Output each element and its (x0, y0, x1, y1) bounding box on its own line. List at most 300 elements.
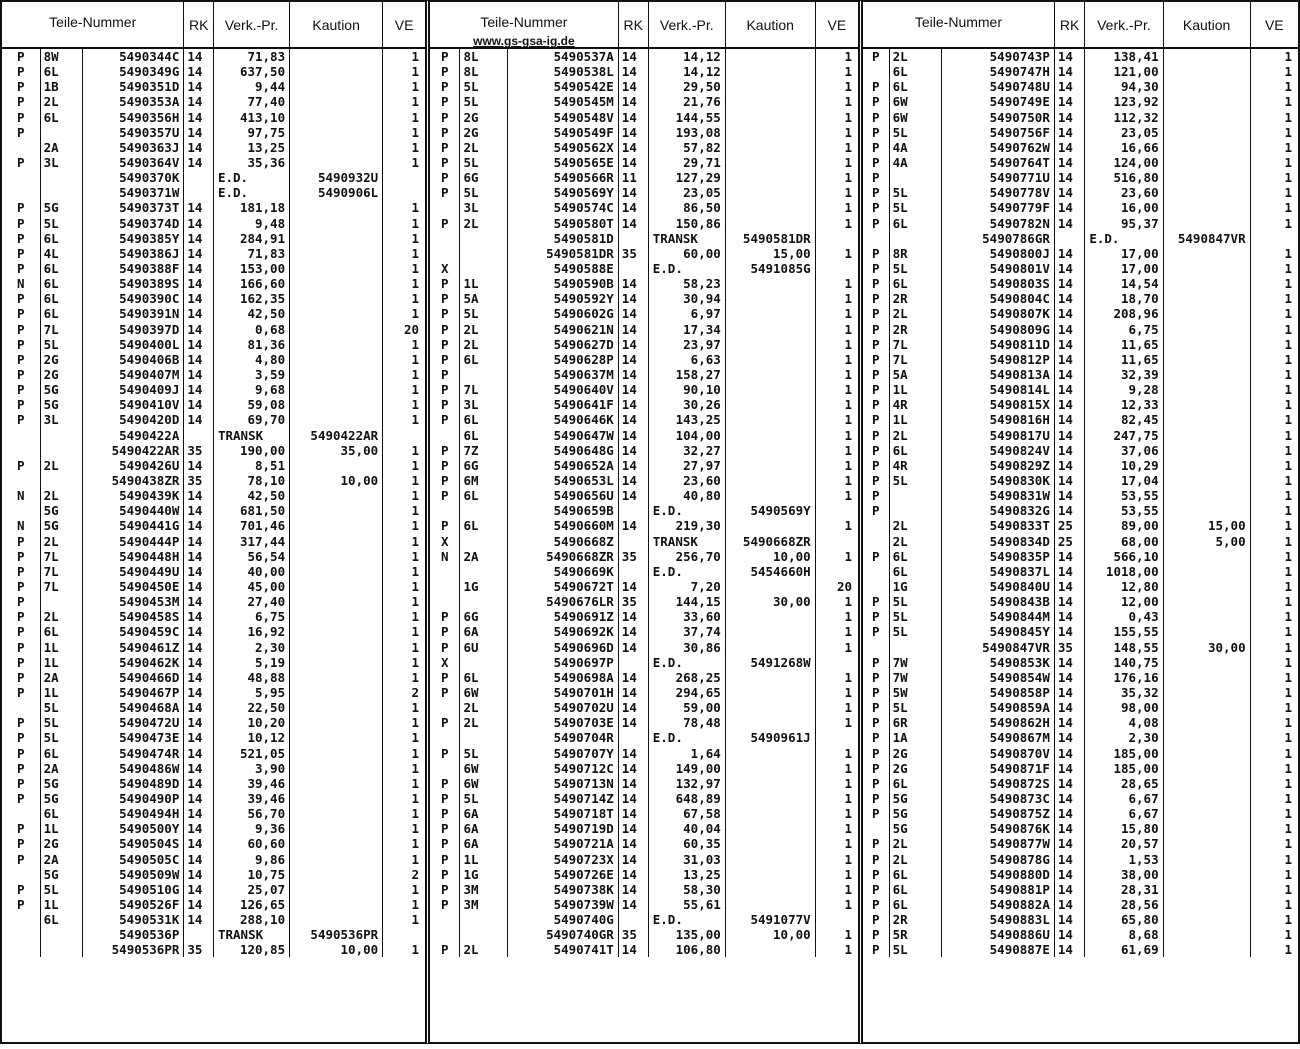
cell-rk: 14 (184, 624, 214, 639)
cell-group: 6A (460, 624, 507, 639)
cell-part-number: 5490641F (507, 397, 618, 412)
table-row (430, 306, 858, 321)
cell-price: 17,04 (1085, 473, 1163, 488)
cell-price: 53,55 (1085, 488, 1163, 503)
cell-group: 2L (40, 534, 82, 549)
cell-flag: P (2, 776, 40, 791)
cell-ve: 1 (1284, 609, 1292, 625)
table-row (863, 473, 1298, 488)
cell-deposit (725, 942, 815, 957)
table-row (2, 927, 425, 942)
cell-part-number: 5490410V (82, 397, 184, 412)
cell-price: 294,65 (648, 685, 725, 700)
cell-price: 5,95 (213, 685, 289, 700)
table-row (863, 715, 1298, 730)
cell-flag: P (2, 670, 40, 685)
cell-price: 144,15 (648, 594, 725, 609)
cell-rk: 14 (618, 276, 648, 291)
cell-deposit (1163, 458, 1250, 473)
cell-ve: 1 (844, 745, 852, 761)
cell-price: 1,64 (648, 745, 725, 760)
cell-flag: P (2, 836, 40, 851)
cell-price: 17,00 (1085, 261, 1163, 276)
cell-part-number: 5490562X (507, 140, 618, 155)
table-row (2, 518, 425, 533)
cell-group (889, 639, 941, 654)
cell-group (40, 443, 82, 458)
cell-rk: 14 (618, 624, 648, 639)
cell-rk: 14 (618, 897, 648, 912)
cell-rk: 25 (1054, 534, 1084, 549)
cell-part-number: 5490878G (941, 851, 1054, 866)
cell-ve: 1 (1284, 155, 1292, 171)
table-row (2, 322, 425, 337)
cell-rk: 14 (1054, 942, 1084, 957)
table-row (2, 655, 425, 670)
cell-rk: 14 (1054, 821, 1084, 836)
cell-group: 6W (889, 110, 941, 125)
cell-flag: P (430, 851, 460, 866)
cell-price: 3,90 (213, 761, 289, 776)
table-row (2, 185, 425, 200)
cell-flag: P (430, 897, 460, 912)
cell-price: 59,00 (648, 700, 725, 715)
cell-part-number: 5490698A (507, 670, 618, 685)
cell-flag: P (2, 261, 40, 276)
cell-price: 5,19 (213, 655, 289, 670)
cell-part-number: 5490549F (507, 125, 618, 140)
cell-rk: 14 (1054, 94, 1084, 109)
cell-ve (815, 261, 858, 276)
cell-rk: 14 (184, 745, 214, 760)
cell-deposit (1163, 306, 1250, 321)
cell-flag: P (2, 79, 40, 94)
cell-flag: P (863, 897, 889, 912)
cell-deposit (1163, 942, 1250, 957)
cell-price: 15,80 (1085, 821, 1163, 836)
cell-deposit (725, 155, 815, 170)
cell-group: 2L (889, 48, 941, 64)
cell-ve: 1 (1284, 730, 1292, 746)
cell-part-number: 5490536PR (82, 942, 184, 957)
cell-price: 0,68 (213, 322, 289, 337)
cell-ve: 1 (844, 367, 852, 383)
cell-flag: P (863, 806, 889, 821)
cell-flag: P (430, 821, 460, 836)
cell-rk: 14 (1054, 276, 1084, 291)
cell-rk: 14 (618, 685, 648, 700)
cell-deposit (725, 700, 815, 715)
cell-rk: 14 (618, 443, 648, 458)
table-row (430, 639, 858, 654)
cell-deposit: 5,00 (1163, 534, 1250, 549)
cell-rk: 14 (618, 867, 648, 882)
cell-price: 566,10 (1085, 549, 1163, 564)
cell-ve: 1 (1284, 912, 1292, 928)
cell-group (40, 185, 82, 200)
cell-ve: 1 (411, 336, 419, 352)
cell-deposit (290, 276, 383, 291)
cell-rk: 14 (1054, 412, 1084, 427)
cell-rk: 14 (184, 639, 214, 654)
cell-part-number: 5490621N (507, 322, 618, 337)
cell-deposit (725, 867, 815, 882)
cell-ve: 1 (411, 367, 419, 383)
table-row (863, 382, 1298, 397)
cell-flag: P (2, 322, 40, 337)
table-row (2, 382, 425, 397)
table-row (863, 564, 1298, 579)
cell-price: 16,92 (213, 624, 289, 639)
cell-deposit (1163, 94, 1250, 109)
cell-price: 81,36 (213, 337, 289, 352)
cell-rk: 14 (184, 685, 214, 700)
cell-group: 6L (460, 428, 507, 443)
cell-deposit (290, 836, 383, 851)
cell-part-number: 5490813A (941, 367, 1054, 382)
cell-part-number: 5490574C (507, 200, 618, 215)
cell-group: 5A (460, 291, 507, 306)
cell-flag: P (2, 655, 40, 670)
cell-ve: 1 (844, 700, 852, 716)
cell-ve: 1 (1284, 715, 1292, 731)
cell-part-number: 5490440W (82, 503, 184, 518)
cell-price: 40,80 (648, 488, 725, 503)
cell-group: 6W (460, 776, 507, 791)
cell-part-number: 5490747H (941, 64, 1054, 79)
cell-ve: 2 (411, 684, 419, 700)
table-row (430, 564, 858, 579)
cell-flag: P (863, 170, 889, 185)
cell-flag: P (430, 443, 460, 458)
cell-rk: 14 (1054, 473, 1084, 488)
table-row (2, 867, 425, 882)
cell-price: 32,39 (1085, 367, 1163, 382)
cell-deposit (725, 685, 815, 700)
cell-part-number: 5490834D (941, 534, 1054, 549)
cell-price: 16,66 (1085, 140, 1163, 155)
cell-rk: 14 (1054, 564, 1084, 579)
cell-deposit (290, 579, 383, 594)
cell-group: 6L (40, 745, 82, 760)
cell-rk: 14 (184, 337, 214, 352)
cell-flag (863, 534, 889, 549)
cell-rk: 14 (184, 382, 214, 397)
cell-group: 5L (889, 261, 941, 276)
cell-price: 9,68 (213, 382, 289, 397)
price-table-3 (863, 2, 1298, 957)
cell-rk: 14 (184, 670, 214, 685)
table-row (2, 170, 425, 185)
cell-part-number: 5490843B (941, 594, 1054, 609)
cell-ve: 1 (411, 730, 419, 746)
cell-ve: 1 (844, 775, 852, 791)
cell-rk (184, 927, 214, 942)
cell-group: 6L (40, 912, 82, 927)
table-row (430, 670, 858, 685)
header-part-number: Teile-Nummer (2, 2, 184, 48)
cell-deposit (290, 624, 383, 639)
cell-rk: 14 (184, 352, 214, 367)
cell-deposit: 5490932U (290, 170, 383, 185)
cell-group: 6L (889, 549, 941, 564)
cell-flag: P (430, 458, 460, 473)
cell-flag: P (2, 306, 40, 321)
cell-price: 28,65 (1085, 776, 1163, 791)
cell-flag: P (2, 851, 40, 866)
cell-price: E.D. (648, 730, 725, 745)
cell-ve: 1 (1284, 49, 1292, 65)
table-row (430, 715, 858, 730)
table-row (863, 549, 1298, 564)
table-row (2, 564, 425, 579)
cell-rk: 35 (184, 443, 214, 458)
cell-ve: 1 (411, 912, 419, 928)
cell-deposit (1163, 700, 1250, 715)
cell-flag: P (430, 715, 460, 730)
cell-price: 284,91 (213, 231, 289, 246)
cell-rk: 14 (1054, 851, 1084, 866)
table-row (430, 170, 858, 185)
cell-deposit: 5490569Y (725, 503, 815, 518)
cell-deposit (290, 458, 383, 473)
cell-flag: N (430, 549, 460, 564)
cell-rk: 14 (184, 730, 214, 745)
cell-group: 5L (889, 942, 941, 957)
table-row (863, 609, 1298, 624)
cell-flag: P (2, 94, 40, 109)
cell-group: 6L (889, 897, 941, 912)
cell-flag: P (863, 730, 889, 745)
cell-part-number: 5490592Y (507, 291, 618, 306)
cell-deposit (1163, 155, 1250, 170)
cell-rk: 14 (1054, 897, 1084, 912)
cell-ve: 2 (411, 866, 419, 882)
cell-price: 56,54 (213, 549, 289, 564)
cell-ve: 1 (844, 760, 852, 776)
table-row (863, 246, 1298, 261)
cell-group: 3M (460, 897, 507, 912)
cell-deposit (1163, 715, 1250, 730)
cell-flag (863, 564, 889, 579)
cell-group: 2L (889, 851, 941, 866)
cell-ve: 1 (411, 49, 419, 65)
cell-flag: P (2, 579, 40, 594)
cell-price: 98,00 (1085, 700, 1163, 715)
cell-ve: 1 (844, 412, 852, 428)
cell-part-number: 5490536P (82, 927, 184, 942)
cell-deposit (1163, 428, 1250, 443)
cell-flag: P (863, 276, 889, 291)
cell-part-number: 5490449U (82, 564, 184, 579)
cell-part-number: 5490743P (941, 48, 1054, 64)
cell-flag: P (430, 337, 460, 352)
cell-group (460, 503, 507, 518)
cell-deposit (1163, 912, 1250, 927)
cell-deposit (290, 821, 383, 836)
table-row (430, 110, 858, 125)
cell-group: 1G (460, 579, 507, 594)
cell-rk: 14 (618, 291, 648, 306)
cell-part-number: 5490370K (82, 170, 184, 185)
cell-flag (2, 473, 40, 488)
cell-ve: 1 (411, 457, 419, 473)
cell-rk: 14 (618, 412, 648, 427)
cell-group (40, 125, 82, 140)
table-row (2, 579, 425, 594)
table-row (430, 791, 858, 806)
cell-rk: 14 (184, 700, 214, 715)
cell-flag: P (2, 337, 40, 352)
cell-price: 56,70 (213, 806, 289, 821)
cell-group: 5L (889, 125, 941, 140)
cell-deposit (725, 185, 815, 200)
cell-ve (815, 564, 858, 579)
table-row (2, 821, 425, 836)
cell-group: 5L (460, 306, 507, 321)
cell-flag (863, 639, 889, 654)
cell-rk: 14 (1054, 700, 1084, 715)
cell-flag (2, 185, 40, 200)
cell-deposit (290, 609, 383, 624)
cell-flag: P (863, 761, 889, 776)
cell-group (889, 170, 941, 185)
cell-flag: P (430, 322, 460, 337)
cell-rk: 14 (618, 942, 648, 957)
cell-group: 2L (40, 488, 82, 503)
cell-rk: 14 (1054, 337, 1084, 352)
cell-ve: 1 (844, 821, 852, 837)
cell-ve: 1 (844, 124, 852, 140)
cell-part-number: 5490881P (941, 882, 1054, 897)
cell-group (889, 231, 941, 246)
cell-group (460, 261, 507, 276)
cell-part-number: 5490702U (507, 700, 618, 715)
cell-part-number: 5490391N (82, 306, 184, 321)
cell-group: 5R (889, 927, 941, 942)
cell-group: 6L (460, 670, 507, 685)
cell-ve: 1 (411, 775, 419, 791)
cell-price: 60,00 (648, 246, 725, 261)
cell-group: 8L (460, 48, 507, 64)
cell-rk: 14 (618, 140, 648, 155)
cell-ve: 1 (1284, 578, 1292, 594)
table-row (863, 882, 1298, 897)
cell-deposit (1163, 125, 1250, 140)
cell-part-number: 5490441G (82, 518, 184, 533)
cell-flag: P (2, 624, 40, 639)
cell-deposit (290, 534, 383, 549)
cell-ve: 1 (844, 215, 852, 231)
cell-price: 42,50 (213, 488, 289, 503)
table-row (2, 458, 425, 473)
cell-group: 2L (460, 140, 507, 155)
cell-ve (1250, 231, 1298, 246)
table-row (863, 200, 1298, 215)
cell-ve: 1 (844, 684, 852, 700)
cell-flag: P (2, 458, 40, 473)
table-row (863, 912, 1298, 927)
cell-group: 5L (889, 609, 941, 624)
cell-rk: 14 (184, 761, 214, 776)
cell-deposit (725, 670, 815, 685)
table-row (2, 594, 425, 609)
cell-group (889, 488, 941, 503)
cell-rk (184, 170, 214, 185)
cell-rk: 14 (1054, 927, 1084, 942)
cell-part-number: 5490859A (941, 700, 1054, 715)
cell-group: 5G (40, 503, 82, 518)
cell-deposit: 5490422AR (290, 428, 383, 443)
cell-ve: 1 (1284, 942, 1292, 958)
cell-part-number: 5490448H (82, 549, 184, 564)
cell-flag: P (863, 140, 889, 155)
cell-ve: 1 (844, 927, 852, 943)
table-row (2, 140, 425, 155)
cell-deposit (725, 306, 815, 321)
cell-part-number: 5490854W (941, 670, 1054, 685)
cell-flag: P (2, 352, 40, 367)
cell-group: 1L (889, 382, 941, 397)
cell-price: 14,54 (1085, 276, 1163, 291)
cell-price: E.D. (648, 564, 725, 579)
cell-price: 69,70 (213, 412, 289, 427)
cell-group: 2A (40, 761, 82, 776)
cell-rk: 14 (184, 125, 214, 140)
cell-flag (2, 867, 40, 882)
cell-deposit (290, 352, 383, 367)
cell-group: 7W (889, 670, 941, 685)
cell-deposit (290, 140, 383, 155)
cell-rk: 35 (618, 927, 648, 942)
table-row (2, 730, 425, 745)
cell-group: 5L (889, 200, 941, 215)
cell-ve: 1 (411, 230, 419, 246)
cell-ve: 1 (844, 382, 852, 398)
cell-price: 42,50 (213, 306, 289, 321)
cell-rk: 14 (1054, 428, 1084, 443)
cell-part-number: 5490660M (507, 518, 618, 533)
cell-group: 2R (889, 291, 941, 306)
cell-rk: 14 (1054, 715, 1084, 730)
table-row (863, 806, 1298, 821)
cell-flag: P (2, 382, 40, 397)
cell-price: 71,83 (213, 48, 289, 64)
cell-price: 17,00 (1085, 246, 1163, 261)
cell-ve: 1 (1284, 563, 1292, 579)
cell-part-number: 5490762W (941, 140, 1054, 155)
cell-part-number: 5490509W (82, 867, 184, 882)
cell-flag: P (2, 246, 40, 261)
cell-group: 5L (460, 155, 507, 170)
table-row (430, 216, 858, 231)
cell-part-number: 5490831W (941, 488, 1054, 503)
cell-flag (863, 518, 889, 533)
cell-ve: 1 (1284, 291, 1292, 307)
cell-part-number: 5490373T (82, 200, 184, 215)
cell-part-number: 5490713N (507, 776, 618, 791)
cell-deposit (725, 412, 815, 427)
cell-rk: 14 (618, 761, 648, 776)
cell-group: 6L (889, 79, 941, 94)
cell-deposit (1163, 79, 1250, 94)
cell-flag (863, 821, 889, 836)
cell-deposit (1163, 806, 1250, 821)
cell-group: 7W (889, 655, 941, 670)
table-row (2, 231, 425, 246)
cell-flag: P (2, 609, 40, 624)
cell-price: 28,31 (1085, 882, 1163, 897)
